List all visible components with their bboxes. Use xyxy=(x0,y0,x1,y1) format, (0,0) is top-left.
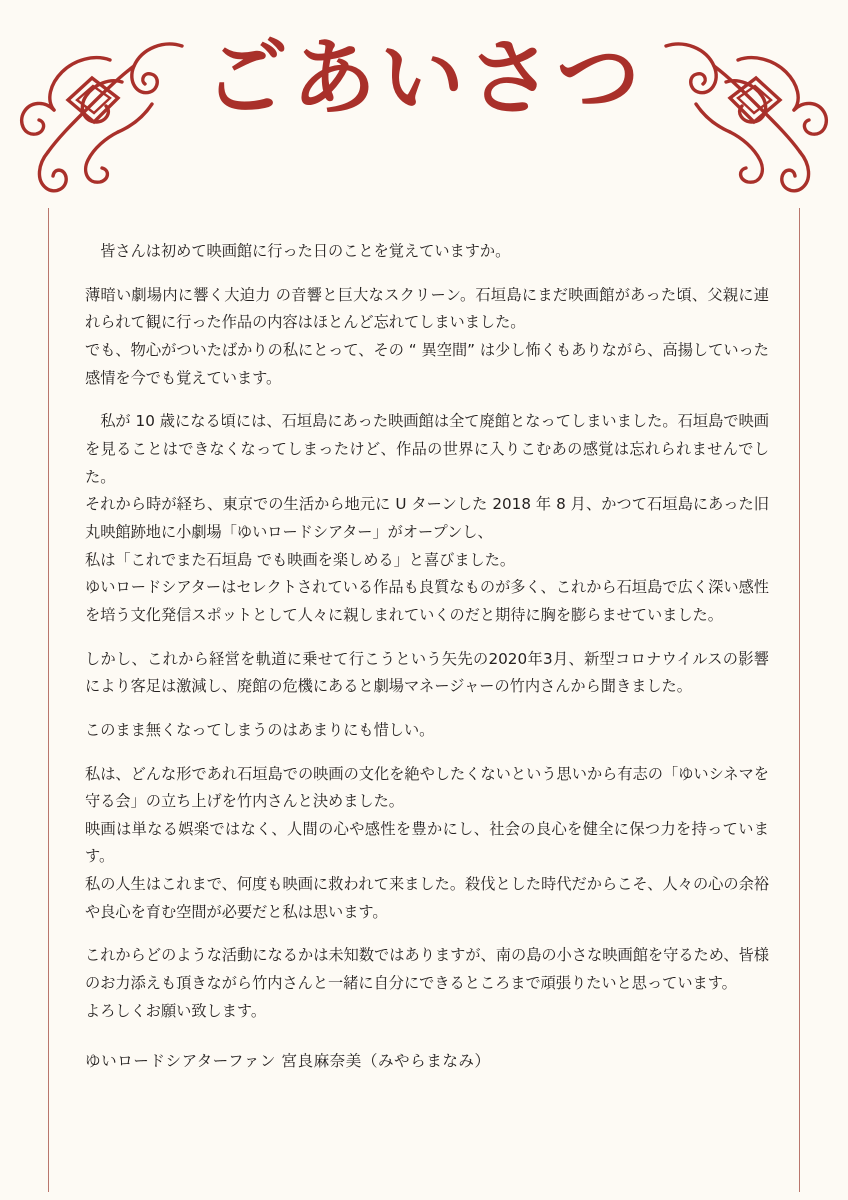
paragraph: 私が 10 歳になる頃には、石垣島にあった映画館は全て廃館となってしまいました。石垣島で映画を見ることはできなくなってしまったけど、作品の世界に入りこむあの感覚は忘れられませんでした。 xyxy=(85,412,769,486)
paragraph: 私は、どんな形であれ石垣島での映画の文化を絶やしたくないという思いから有志の「ゆいシネマを守る会」の立ち上げを竹内さんと決めました。 xyxy=(85,764,769,811)
paragraph: ゆいロードシアターはセレクトされている作品も良質なものが多く、これから石垣島で広く深い感性を培う文化発信スポットとして人々に親しまれていくのだと期待に胸を膨らませていました。 xyxy=(85,578,769,624)
paragraph: 薄暗い劇場内に響く大迫力 の音響と巨大なスクリーン。石垣島にまだ映画館があった頃、父親に連れられて観に行った作品の内容はほとんど忘れてしまいました。 xyxy=(85,285,769,332)
document-header xyxy=(0,0,848,205)
signature: ゆいロードシアターファン 宮良麻奈美（みやらまなみ） xyxy=(85,1052,491,1071)
paragraph: 私は「これでまた石垣島 でも映画を楽しめる」と喜びました。 xyxy=(85,550,516,569)
paragraph: 私の人生はこれまで、何度も映画に救われて来ました。殺伐とした時代だからこそ、人々の心の余裕や良心を育む空間が必要だと私は思います。 xyxy=(85,875,769,921)
paragraph: このまま無くなってしまうのはあまりにも惜しい。 xyxy=(85,720,435,739)
page-title: ごあいさつ xyxy=(203,29,644,127)
paragraph: それから時が経ち、東京での生活から地元に U ターンした 2018 年 8 月、かつて石垣島にあった旧丸映館跡地に小劇場「ゆいロードシアター」がオープンし、 xyxy=(85,495,769,541)
paragraph: 映画は単なる娯楽ではなく、人間の心や感性を豊かにし、社会の良心を健全に保つ力を持っています。 xyxy=(85,819,769,866)
paragraph: 皆さんは初めて映画館に行った日のことを覚えていますか。 xyxy=(100,242,511,260)
paragraph: でも、物心がついたばかりの私にとって、その “ 異空間” は少し怖くもありながら、高揚していった感情を今でも覚えています。 xyxy=(85,340,769,387)
paragraph: よろしくお願い致します。 xyxy=(85,1001,267,1020)
paragraph: しかし、これから経営を軌道に乗せて行こうという矢先の2020年3月、新型コロナウイルスの影響により客足は激減し、廃館の危機にあると劇場マネージャーの竹内さんから聞きました。 xyxy=(85,649,769,696)
paragraph: これからどのような活動になるかは未知数ではありますが、南の島の小さな映画館を守るため、皆様のお力添えも頂きながら竹内さんと一緒に自分にできるところまで頑張りたいと思っています。 xyxy=(85,946,769,993)
flourish-ornament-right xyxy=(659,38,834,198)
letter-body xyxy=(85,238,769,1076)
content-frame xyxy=(48,208,800,1192)
